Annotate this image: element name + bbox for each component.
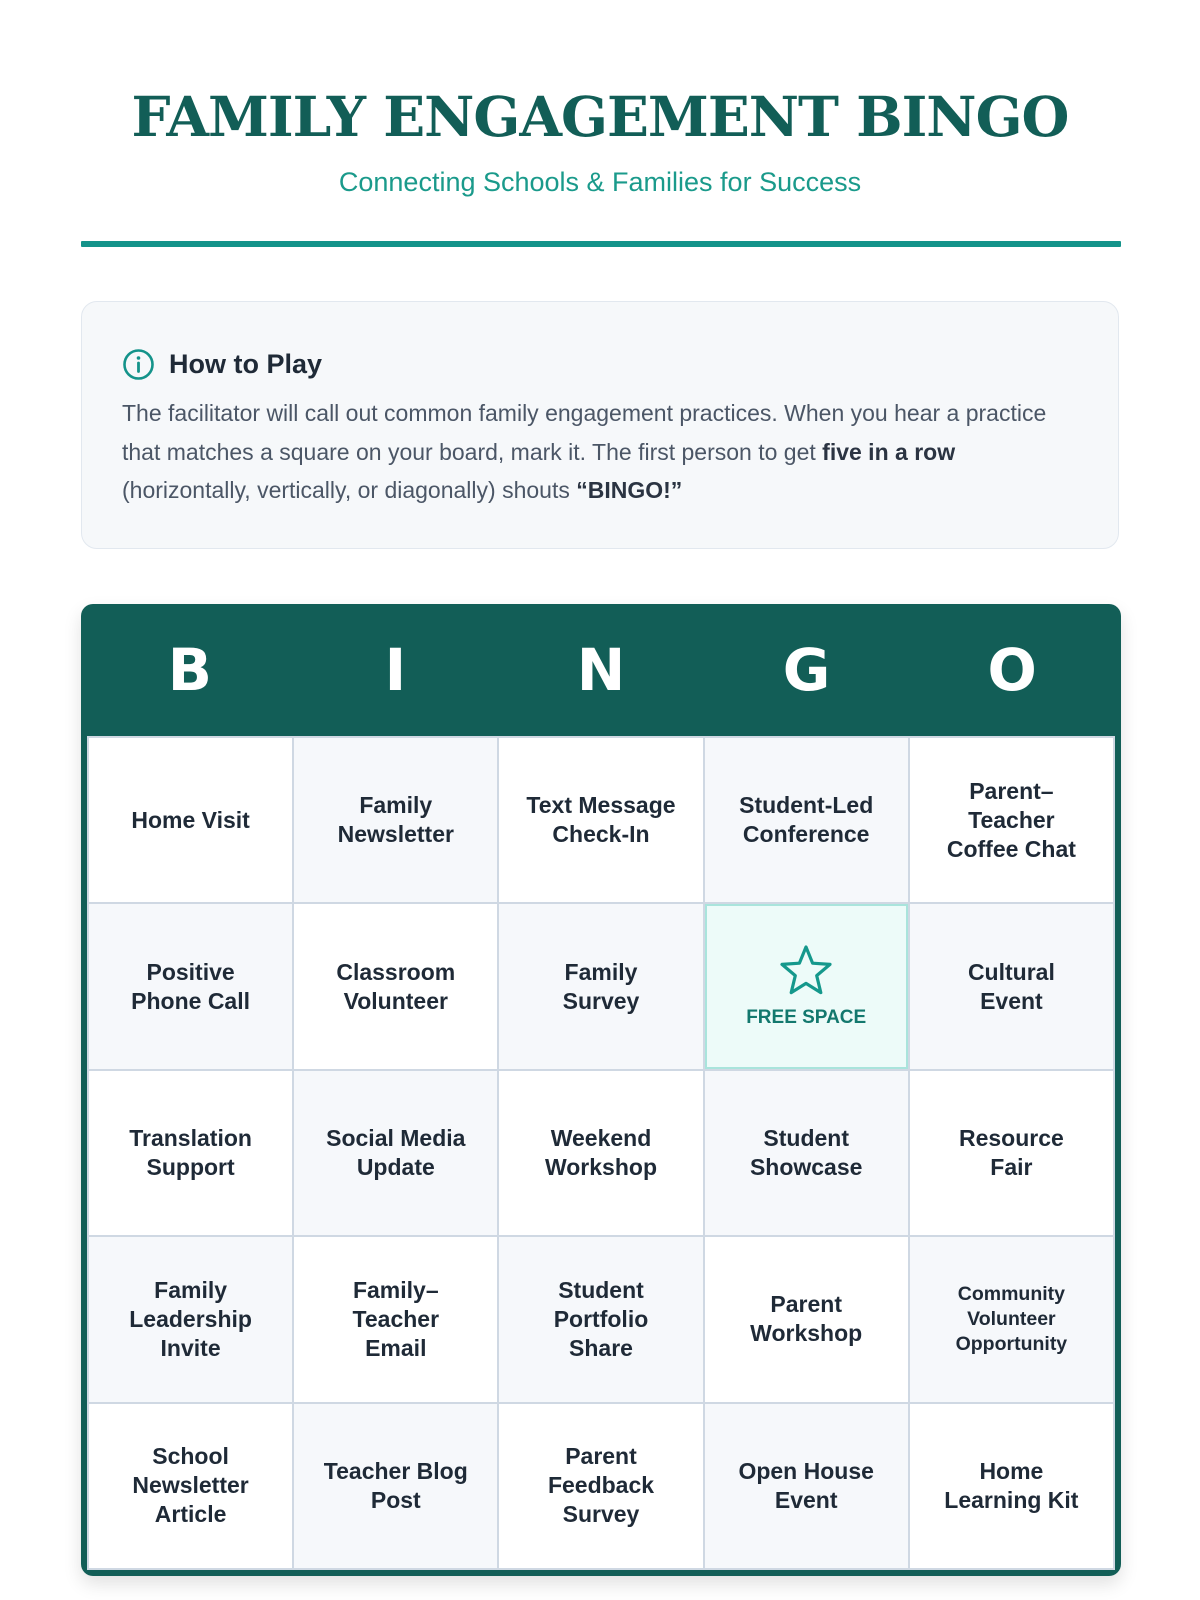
bingo-letter-n: N bbox=[576, 636, 626, 704]
bingo-cell[interactable]: Resource Fair bbox=[910, 1071, 1113, 1235]
bingo-cell[interactable]: Student Portfolio Share bbox=[499, 1237, 702, 1401]
bingo-letter-g: G bbox=[782, 636, 831, 704]
bingo-cell[interactable]: Social Media Update bbox=[294, 1071, 497, 1235]
bingo-cell[interactable]: Home Learning Kit bbox=[910, 1404, 1113, 1568]
bingo-cell[interactable]: Text Message Check-In bbox=[499, 738, 702, 902]
how-to-play-title: How to Play bbox=[169, 348, 323, 379]
info-icon bbox=[122, 348, 155, 381]
bingo-cell[interactable]: Family Survey bbox=[499, 904, 702, 1068]
bingo-grid bbox=[87, 736, 1115, 1570]
bingo-cell[interactable]: Community Volunteer Opportunity bbox=[910, 1237, 1113, 1401]
bingo-cell[interactable]: Parent Feedback Survey bbox=[499, 1404, 702, 1568]
bingo-cell[interactable]: Parent Workshop bbox=[705, 1237, 908, 1401]
how-to-play-panel bbox=[81, 301, 1119, 549]
bingo-cell[interactable]: Cultural Event bbox=[910, 904, 1113, 1068]
page-title: FAMILY ENGAGEMENT BINGO bbox=[131, 84, 1069, 149]
free-space-cell[interactable] bbox=[705, 904, 908, 1068]
bingo-cell[interactable]: Student-Led Conference bbox=[705, 738, 908, 902]
bingo-letter-i: I bbox=[384, 636, 407, 704]
bingo-cell[interactable]: Classroom Volunteer bbox=[294, 904, 497, 1068]
bingo-cell[interactable]: Family– Teacher Email bbox=[294, 1237, 497, 1401]
header-divider bbox=[81, 241, 1121, 247]
bingo-cell[interactable]: Home Visit bbox=[89, 738, 292, 902]
bingo-cell[interactable]: School Newsletter Article bbox=[89, 1404, 292, 1568]
bingo-cell[interactable]: Family Leadership Invite bbox=[89, 1237, 292, 1401]
bingo-letter-header bbox=[87, 604, 1115, 736]
bingo-cell[interactable]: Translation Support bbox=[89, 1071, 292, 1235]
page-subtitle: Connecting Schools & Families for Success bbox=[338, 167, 862, 197]
how-to-play-text: The facilitator will call out common family engagement practices. When you hear a practice that matches a square on your board, mark it. The first person to get five in a row (horizontally, vertically, or diagonally) shouts “BINGO!” bbox=[122, 400, 1047, 503]
how-to-play-heading bbox=[122, 346, 322, 382]
bingo-cell[interactable]: Weekend Workshop bbox=[499, 1071, 702, 1235]
bingo-cell[interactable]: Teacher Blog Post bbox=[294, 1404, 497, 1568]
bingo-cell[interactable]: Open House Event bbox=[705, 1404, 908, 1568]
bingo-letter-o: O bbox=[987, 636, 1037, 704]
bingo-cell[interactable]: Family Newsletter bbox=[294, 738, 497, 902]
bingo-board bbox=[81, 604, 1121, 1576]
bingo-cell[interactable]: Student Showcase bbox=[705, 1071, 908, 1235]
star-icon bbox=[779, 944, 833, 996]
free-space-label: FREE SPACE bbox=[746, 1006, 867, 1028]
bingo-cell[interactable]: Positive Phone Call bbox=[89, 904, 292, 1068]
bingo-letter-b: B bbox=[167, 636, 212, 704]
bingo-cell[interactable]: Parent– Teacher Coffee Chat bbox=[910, 738, 1113, 902]
